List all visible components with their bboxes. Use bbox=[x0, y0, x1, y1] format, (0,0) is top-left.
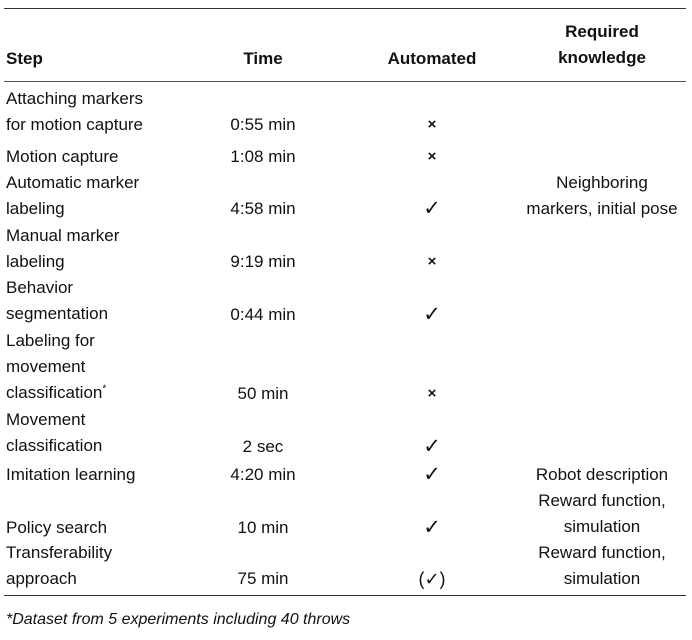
step-line: Transferability bbox=[6, 543, 113, 562]
header-step: Step bbox=[6, 49, 43, 68]
top-rule bbox=[4, 8, 686, 9]
step-line: Labeling for bbox=[6, 331, 95, 350]
automated-cell: ✓ bbox=[423, 516, 441, 539]
step-cell bbox=[6, 407, 206, 459]
step-line: Movement bbox=[6, 410, 86, 429]
step-line: movement bbox=[6, 357, 86, 376]
step-cell bbox=[6, 462, 206, 488]
knowledge-line: Reward function, bbox=[538, 543, 666, 562]
knowledge-line: simulation bbox=[563, 569, 641, 588]
knowledge-line: Neighboring bbox=[556, 173, 648, 192]
knowledge-line: Reward function, bbox=[538, 491, 666, 510]
automated-cell: × bbox=[427, 148, 437, 165]
header-knowledge-line1: Required bbox=[565, 22, 639, 41]
automated-cell: ✓ bbox=[423, 303, 441, 326]
time-cell: 50 min bbox=[237, 384, 289, 403]
knowledge-line: markers, initial pose bbox=[526, 199, 678, 218]
step-cell bbox=[6, 540, 206, 592]
step-line: approach bbox=[6, 569, 77, 588]
step-line: Imitation learning bbox=[6, 465, 136, 484]
time-cell: 9:19 min bbox=[230, 252, 296, 271]
time-cell: 2 sec bbox=[242, 437, 284, 456]
step-cell bbox=[6, 170, 206, 222]
header-rule bbox=[4, 81, 686, 82]
time-cell: 10 min bbox=[237, 518, 289, 537]
header-required-knowledge bbox=[518, 19, 686, 71]
knowledge-cell bbox=[512, 170, 692, 222]
step-cell bbox=[6, 328, 206, 406]
step-cell bbox=[6, 86, 206, 138]
knowledge-cell bbox=[512, 540, 692, 592]
step-line: labeling bbox=[6, 252, 65, 271]
header-time: Time bbox=[243, 49, 283, 68]
automated-cell: × bbox=[427, 385, 437, 402]
automated-cell: ✓ bbox=[423, 463, 441, 486]
step-line: Policy search bbox=[6, 518, 108, 537]
time-cell: 1:08 min bbox=[230, 147, 296, 166]
step-line: Attaching markers bbox=[6, 89, 143, 108]
time-cell: 4:58 min bbox=[230, 199, 296, 218]
step-line bbox=[6, 380, 206, 406]
knowledge-cell bbox=[512, 462, 692, 488]
automated-cell: ✓ bbox=[423, 197, 441, 220]
step-line: segmentation bbox=[6, 304, 109, 323]
knowledge-line: Robot description bbox=[535, 465, 669, 484]
bottom-rule bbox=[4, 595, 686, 596]
step-line: for motion capture bbox=[6, 115, 144, 134]
knowledge-line: simulation bbox=[563, 517, 641, 536]
step-cell bbox=[6, 144, 206, 170]
step-line: Motion capture bbox=[6, 147, 119, 166]
header-automated: Automated bbox=[387, 49, 477, 68]
time-cell: 4:20 min bbox=[230, 465, 296, 484]
time-cell: 0:44 min bbox=[230, 305, 296, 324]
time-cell: 75 min bbox=[237, 569, 289, 588]
time-cell: 0:55 min bbox=[230, 115, 296, 134]
step-line: classification bbox=[6, 436, 103, 455]
step-line: Manual marker bbox=[6, 226, 120, 245]
automated-cell: × bbox=[427, 116, 437, 133]
footnote-marker: * bbox=[102, 383, 107, 395]
step-cell bbox=[6, 515, 206, 541]
table-footnote: *Dataset from 5 experiments including 40 throws bbox=[6, 611, 351, 628]
automated-cell: (✓) bbox=[418, 569, 446, 589]
step-line: labeling bbox=[6, 199, 65, 218]
header-knowledge-line2: knowledge bbox=[558, 48, 646, 67]
step-line: Behavior bbox=[6, 278, 74, 297]
step-cell bbox=[6, 275, 206, 327]
step-cell bbox=[6, 223, 206, 275]
knowledge-cell bbox=[512, 488, 692, 540]
step-line-text: classification bbox=[6, 383, 103, 402]
automated-cell: × bbox=[427, 253, 437, 270]
step-line: Automatic marker bbox=[6, 173, 140, 192]
automated-cell: ✓ bbox=[423, 435, 441, 458]
